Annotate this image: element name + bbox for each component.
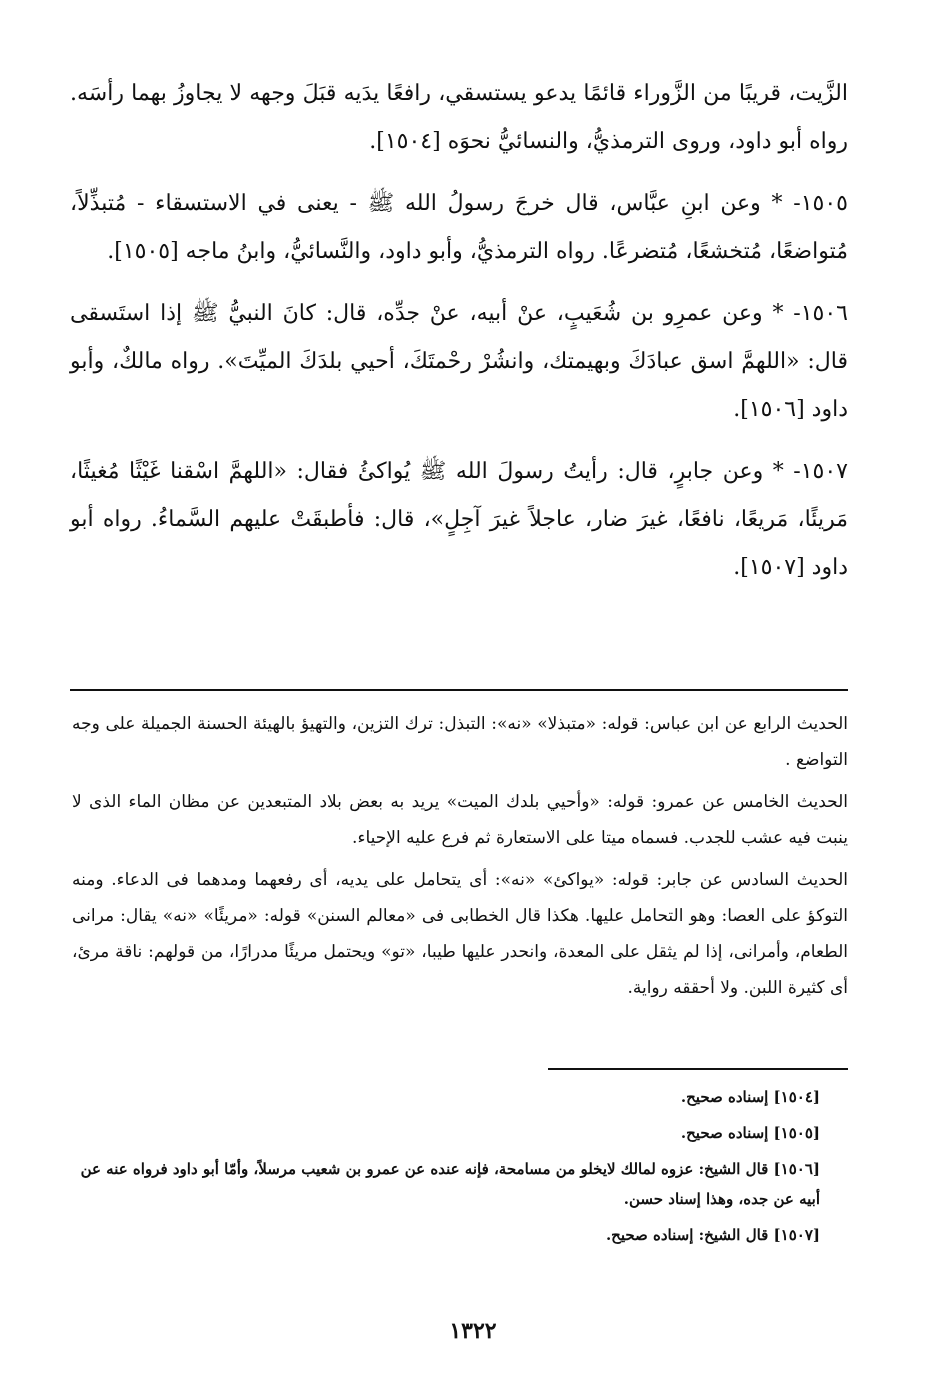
footnote: [١٥٠٦] قال الشيخ: عزوه لمالك لايخلو من مسامحة، فإنه عنده عن عمرو بن شعيب مرسلاً، وأمّا أبو داود فرواه عنه عن أبيه عن جده، وهذا إسناد حسن. xyxy=(80,1160,820,1208)
hadith-paragraph: ١٥٠٧- * وعن جابرٍ، قال: رأيتُ رسولَ الله ﷺ يُواكئُ فقال: «اللهمَّ اسْقنا غَيْثًا مُغيثًا، مَريئًا، مَريعًا، نافعًا، غيرَ ضار، عاجلاً غيرَ آجِلٍ»، قال: فأطبقَتْ عليهم السَّماءُ. رواه أبو داود [١٥٠٧]. xyxy=(70,459,848,580)
page-number: ١٣٢٢ xyxy=(449,1318,497,1344)
commentary-paragraph: الحديث السادس عن جابر: قوله: «يواكئ» «نه»: أى يتحامل على يديه، أى رفعهما ومدهما فى الدعاء. ومنه التوكؤ على العصا: وهو التحامل عليها. هكذا قال الخطابى فى «معالم السنن» قوله: «مريئًا» «نه» يقال: مرانى الطعام، وأمرانى، إذا لم يثقل على المعدة، وانحدر عليها طيبا، «تو» ويحتمل مريئًا مدرارًا، من قولهم: ناقة مرئ، أى كثيرة اللبن. ولا أحققه رواية. xyxy=(72,870,848,998)
hadith-paragraph: ١٥٠٥- * وعن ابنِ عبَّاس، قال خرجَ رسولُ الله ﷺ - يعنى في الاستسقاء - مُتبذِّلاً، مُتواضعًا، مُتخشعًا، مُتضرعًا. رواه الترمذيُّ، وأبو داود، والنَّسائيُّ، وابنُ ماجه [١٥٠٥]. xyxy=(70,191,848,264)
footnote: [١٥٠٤] إسناده صحيح. xyxy=(680,1088,820,1106)
hadith-paragraph: ١٥٠٦- * وعن عمرِو بن شُعَيبٍ، عنْ أبيه، عنْ جدِّه، قال: كانَ النبيُّ ﷺ إذا استَسقى قال: «اللهمَّ اسق عبادَكَ وبهيمتك، وانشُرْ رحْمتَكَ، أحيي بلدَكَ الميِّتَ». رواه مالكٌ، وأبو داود [١٥٠٦]. xyxy=(70,301,848,422)
commentary xyxy=(72,706,848,1012)
hadith-text xyxy=(70,70,848,592)
commentary-paragraph: الحديث الرابع عن ابن عباس: قوله: «متبذلا» «نه»: التبذل: ترك التزين، والتهيؤ بالهيئة الحسنة الجميلة على وجه التواضع . xyxy=(72,714,848,770)
footnotes xyxy=(72,1082,820,1256)
divider xyxy=(70,689,848,691)
commentary-paragraph: الحديث الخامس عن عمرو: قوله: «وأحيي بلدك الميت» يريد به بعض بلاد المتبعدين عن مظان الماء الذى لا ينبت فيه عشب للجدب. فسماه ميتا على الاستعارة ثم فرع عليه الإحياء. xyxy=(72,792,848,848)
footnote: [١٥٠٥] إسناده صحيح. xyxy=(680,1124,820,1142)
footnote-divider xyxy=(548,1068,848,1070)
footnote: [١٥٠٧] قال الشيخ: إسناده صحيح. xyxy=(605,1226,820,1244)
hadith-paragraph: الزَّيت، قريبًا من الزَّوراء قائمًا يدعو يستسقي، رافعًا يدَيه قبَلَ وجهه لا يجاوزُ بهما رأسَه. رواه أبو داود، وروى الترمذيُّ، والنسائيُّ نحوَه [١٥٠٤]. xyxy=(70,81,848,154)
